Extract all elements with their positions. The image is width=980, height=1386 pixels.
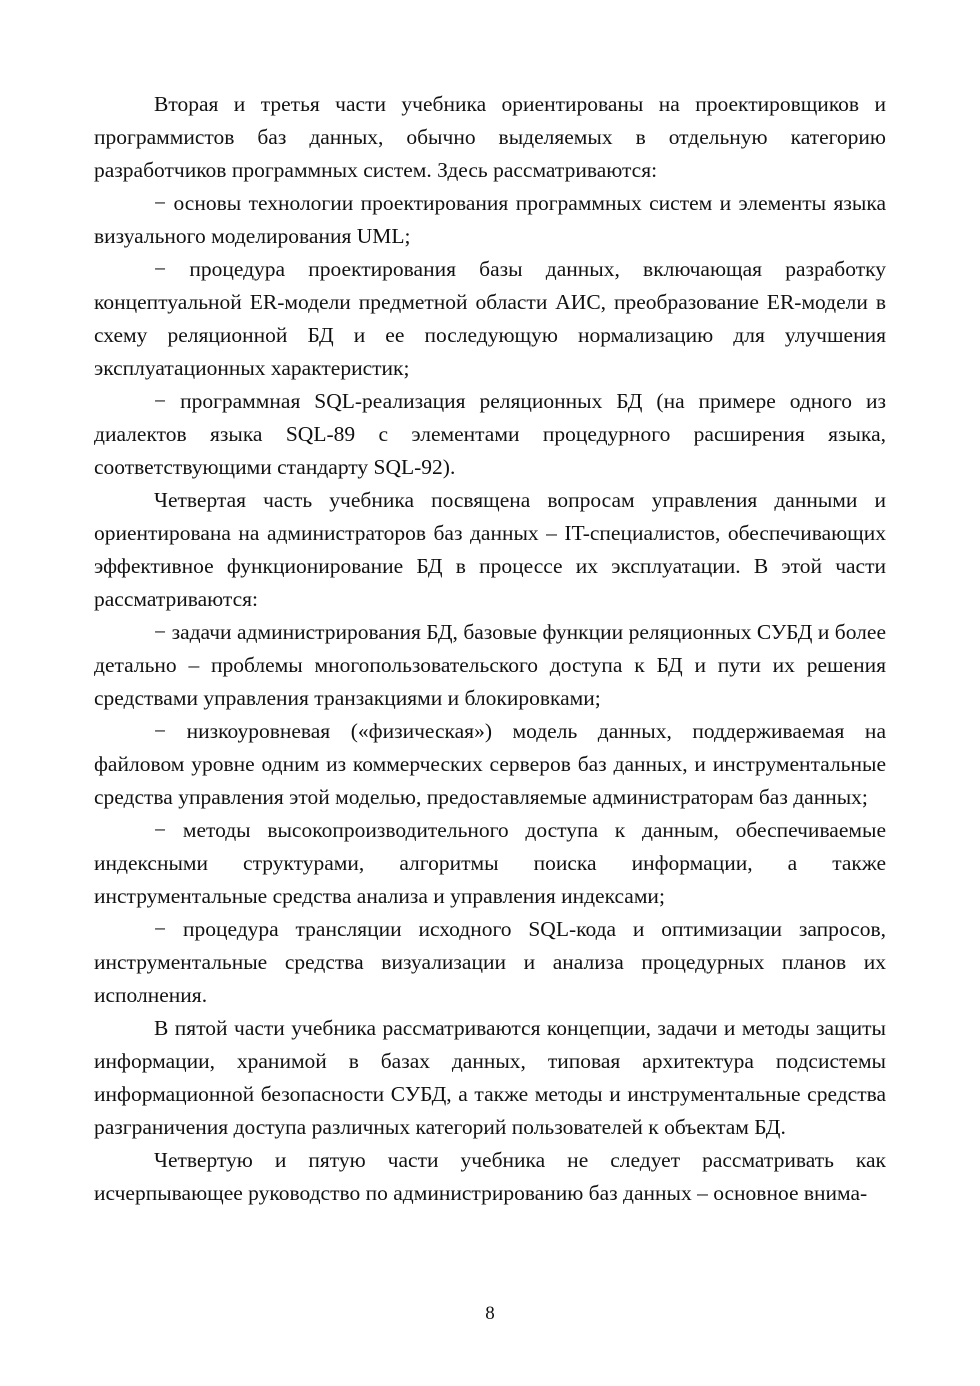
list-item-query-optimization: − процедура трансляции исходного SQL-кода и оптимизации запросов, инструментальные средства визуализации и анализа процедурных планов их исполнения. bbox=[94, 917, 886, 1007]
paragraph-part-4: Четвертая часть учебника посвящена вопросам управления данными и ориентирована на администраторов баз данных – IT-специалистов, обеспечивающих эффективное функционирование БД в процессе их эксплуатации. В этой части рассматриваются: bbox=[94, 488, 886, 611]
paragraph-part-5: В пятой части учебника рассматриваются концепции, задачи и методы защиты информации, хранимой в базах данных, типовая архитектура подсистемы информационной безопасности СУБД, а также методы и инструментальные средства разграничения доступа различных категорий пользователей к объектам БД. bbox=[94, 1016, 886, 1139]
paragraph-intro-parts-2-3: Вторая и третья части учебника ориентированы на проектировщиков и программистов баз данных, обычно выделяемых в отдельную категорию разработчиков программных систем. Здесь рассматриваются: bbox=[94, 92, 886, 182]
list-item-administration: − задачи администрирования БД, базовые функции реляционных СУБД и более детально – проблемы многопользовательского доступа к БД и пути их решения средствами управления транзакциями и блокировками; bbox=[94, 620, 886, 710]
list-item-sql-implementation: − программная SQL-реализация реляционных БД (на примере одного из диалектов языка SQL-89 с элементами процедурного расширения языка, соответствующими стандарту SQL-92). bbox=[94, 389, 886, 479]
list-item-indexes: − методы высокопроизводительного доступа к данным, обеспечиваемые индексными структурами, алгоритмы поиска информации, а также инструментальные средства анализа и управления индексами; bbox=[94, 818, 886, 908]
body-text bbox=[94, 88, 886, 1210]
list-item-physical-model: − низкоуровневая («физическая») модель данных, поддерживаемая на файловом уровне одним из коммерческих серверов баз данных, и инструментальные средства управления этой моделью, предоставляемые администраторам баз данных; bbox=[94, 719, 886, 809]
list-item-db-design: − процедура проектирования базы данных, включающая разработку концептуальной ER-модели предметной области АИС, преобразование ER-модели в схему реляционной БД и ее последующую нормализацию для улучшения эксплуатационных характеристик; bbox=[94, 257, 886, 380]
page-number: 8 bbox=[485, 1303, 495, 1324]
list-item-uml: − основы технологии проектирования программных систем и элементы языка визуального моделирования UML; bbox=[94, 191, 886, 248]
paragraph-parts-4-5-note: Четвертую и пятую части учебника не следует рассматривать как исчерпывающее руководство по администрированию баз данных – основное внима- bbox=[94, 1148, 886, 1205]
